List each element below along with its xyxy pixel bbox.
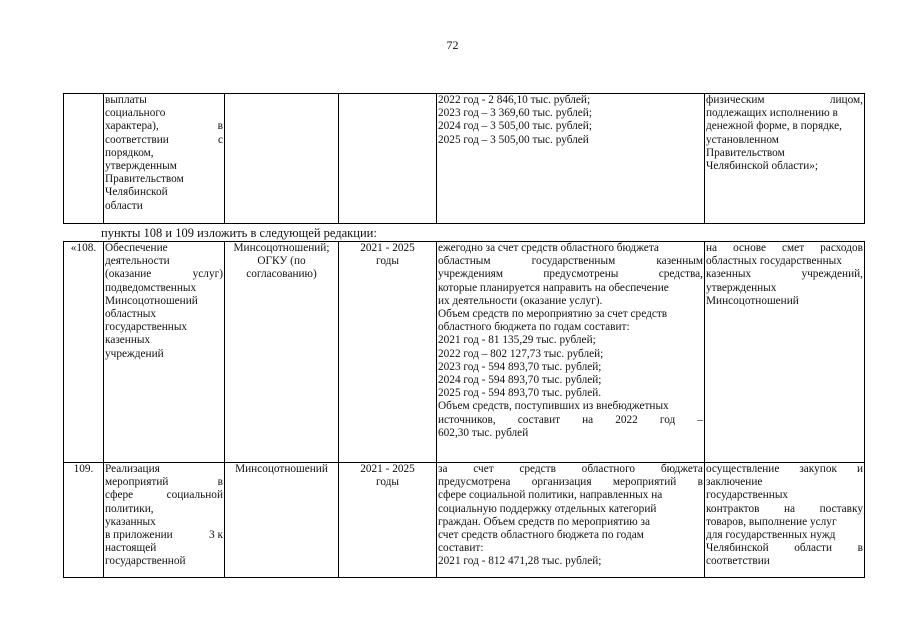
page-number: 72 [446, 38, 459, 52]
cell-description [104, 94, 225, 224]
cell-line: заключение [706, 476, 763, 489]
cell-line [105, 268, 223, 281]
cell-line: 2025 год - 594 893,70 тыс. рублей. [438, 387, 602, 400]
cell-line: 2021 год - 81 135,29 тыс. рублей; [438, 334, 596, 347]
cell-line: утвержденным [105, 160, 177, 173]
cell-line: социального [105, 107, 166, 120]
word: в [697, 476, 703, 489]
word: за [438, 463, 448, 475]
word: организация [531, 476, 592, 489]
cell-period [339, 463, 437, 578]
word: в [217, 120, 223, 133]
word: средств [519, 463, 556, 475]
cell-line [105, 529, 223, 542]
cell-line [105, 134, 223, 147]
cell-line: 2025 год – 3 505,00 тыс. рублей [438, 133, 589, 146]
cell-line: товаров, выполнение услуг [706, 515, 837, 528]
cell-period [339, 94, 437, 224]
word: сфере [105, 489, 134, 502]
cell-line [105, 476, 223, 489]
cell-line: счет средств областного бюджета по годам [438, 529, 644, 542]
cell-executor [225, 463, 339, 578]
cell-funding [437, 242, 705, 463]
cell-line: областных государственных [706, 255, 842, 268]
word: лицом, [829, 94, 863, 106]
cell-line: 602,30 тыс. рублей [438, 426, 529, 439]
word: казенных [706, 268, 752, 281]
cell-line: ОГКУ (по [257, 255, 306, 268]
word: физическим [706, 94, 765, 106]
cell-line [438, 463, 703, 476]
word: соответствии [105, 133, 169, 146]
word: основе [733, 242, 766, 254]
word: 2022 [615, 413, 638, 426]
word: социальной [166, 489, 223, 502]
table-items-108-109 [63, 241, 865, 578]
cell-mechanism [705, 94, 865, 224]
cell-line: указанных [105, 515, 156, 528]
word: смет [782, 242, 805, 254]
cell-executor [225, 94, 339, 224]
word: 3 к [209, 529, 223, 542]
cell-line: подлежащих исполнению в [706, 107, 838, 120]
cell-line: политики, [105, 502, 154, 515]
cell-line: граждан. Объем средств по мероприятию за [438, 515, 651, 528]
cell-line: порядком, [105, 146, 154, 159]
word: в приложении [105, 529, 173, 542]
cell-line: учреждений [105, 347, 164, 360]
word: закупок [799, 463, 837, 475]
word: контрактов [706, 502, 760, 515]
cell-line [706, 463, 863, 476]
cell-line: настоящей [105, 542, 157, 555]
cell-line: Минсоцотношений [235, 463, 328, 475]
cell-line: составит: [438, 542, 484, 555]
word: на [784, 502, 796, 515]
cell-line: Минсоцотношений [706, 294, 799, 307]
word: расходов [820, 242, 863, 254]
amendment-instruction: пункты 108 и 109 изложить в следующей редакции: [101, 226, 377, 240]
cell-mechanism [705, 463, 865, 578]
cell-line: государственных [105, 321, 188, 334]
cell-line: Реализация [105, 463, 160, 475]
cell-line: установленном [706, 133, 779, 146]
cell-line: областного бюджета по годам составит: [438, 321, 630, 334]
table-row [64, 94, 865, 224]
cell-line: государственной [105, 555, 186, 568]
cell-line [706, 268, 863, 281]
word: с [217, 133, 223, 146]
cell-line: денежной форме, в порядке, [706, 120, 842, 133]
cell-line [706, 242, 863, 255]
cell-line: области [105, 199, 143, 212]
cell-number [64, 94, 104, 224]
cell-line: Обеспечение [105, 242, 168, 254]
cell-line: которые планируется направить на обеспечение [438, 281, 669, 294]
cell-line: государственных [706, 489, 789, 502]
cell-line: Объем средств, поступивших из внебюджетных [438, 400, 669, 413]
cell-line: социальную поддержку отдельных категорий [438, 502, 657, 515]
word: учреждений, [801, 268, 863, 281]
word: в [217, 476, 223, 489]
word: год [659, 413, 676, 426]
cell-number: «108. [64, 242, 104, 463]
cell-line: казенных [105, 334, 151, 347]
cell-funding [437, 463, 705, 578]
cell-mechanism [705, 242, 865, 463]
cell-period [339, 242, 437, 463]
word: областного [581, 463, 636, 475]
cell-line: 2024 год - 594 893,70 тыс. рублей; [438, 374, 602, 387]
cell-line: их деятельности (оказание услуг). [438, 294, 603, 307]
cell-line: 2023 год – 3 369,60 тыс. рублей; [438, 107, 592, 120]
word: мероприятий [105, 476, 169, 489]
cell-line [438, 476, 703, 489]
word: бюджета [660, 463, 703, 475]
cell-line [438, 414, 703, 427]
word: счет [473, 463, 494, 475]
cell-line: подведомственных [105, 281, 197, 294]
word: составит [517, 413, 561, 426]
word: государственным [531, 255, 616, 268]
cell-line: годы [375, 255, 399, 268]
cell-funding [437, 94, 705, 224]
cell-line [438, 268, 703, 281]
word: источников, [438, 413, 496, 426]
cell-line: Правительством [706, 146, 785, 159]
cell-line: 2022 год - 2 846,10 тыс. рублей; [438, 94, 591, 106]
cell-line: 2021 - 2025 [360, 242, 415, 254]
table-row [64, 463, 865, 578]
cell-line: согласованию) [246, 268, 317, 281]
cell-line: деятельности [105, 255, 170, 268]
cell-line: утвержденных [706, 281, 777, 294]
cell-description [104, 242, 225, 463]
word: на [706, 242, 718, 254]
cell-line: Правительством [105, 173, 184, 186]
cell-line: Минсоцотношений; [233, 242, 330, 254]
cell-line [438, 255, 703, 268]
word: области [794, 542, 833, 555]
word: поставку [819, 502, 863, 515]
word: учреждениям [438, 268, 503, 281]
word: услуг) [192, 268, 223, 281]
cell-line: Челябинской [105, 186, 168, 199]
cell-line [706, 94, 863, 107]
table-row [64, 242, 865, 463]
cell-line [706, 503, 863, 516]
cell-line: Объем средств по мероприятию за счет средств [438, 308, 668, 321]
cell-line: Челябинской области»; [706, 160, 819, 173]
cell-number: 109. [64, 463, 104, 578]
cell-line: ежегодно за счет средств областного бюджета [438, 242, 659, 254]
word: областным [438, 255, 491, 268]
table-continuation [63, 93, 865, 224]
word: – [697, 413, 703, 426]
word: в [857, 542, 863, 555]
cell-line: 2024 год – 3 505,00 тыс. рублей; [438, 120, 592, 133]
word: осуществление [706, 463, 780, 475]
cell-line: годы [375, 476, 399, 489]
cell-line: соответствии [706, 555, 770, 568]
cell-line: 2021 год - 812 471,28 тыс. рублей; [438, 555, 602, 568]
word: средства, [658, 268, 703, 281]
word: (оказание [105, 268, 152, 281]
cell-executor [225, 242, 339, 463]
cell-line [706, 542, 863, 555]
word: характера), [105, 120, 159, 133]
cell-line: 2022 год – 802 127,73 тыс. рублей; [438, 347, 604, 360]
cell-line [105, 120, 223, 133]
word: мероприятий [612, 476, 677, 489]
word: предусмотрена [438, 476, 511, 489]
cell-line: Минсоцотношений [105, 294, 198, 307]
cell-line: областных [105, 308, 157, 321]
word: казенным [656, 255, 703, 268]
cell-line: 2021 - 2025 [360, 463, 415, 475]
word: на [582, 413, 594, 426]
cell-line: сфере социальной политики, направленных на [438, 489, 663, 502]
word: предусмотрены [543, 268, 619, 281]
cell-description [104, 463, 225, 578]
cell-line: выплаты [105, 94, 147, 106]
cell-line: для государственных нужд [706, 529, 836, 542]
cell-line [105, 489, 223, 502]
word: и [856, 463, 863, 475]
word: Челябинской [706, 542, 769, 555]
cell-line: 2023 год - 594 893,70 тыс. рублей; [438, 360, 602, 373]
